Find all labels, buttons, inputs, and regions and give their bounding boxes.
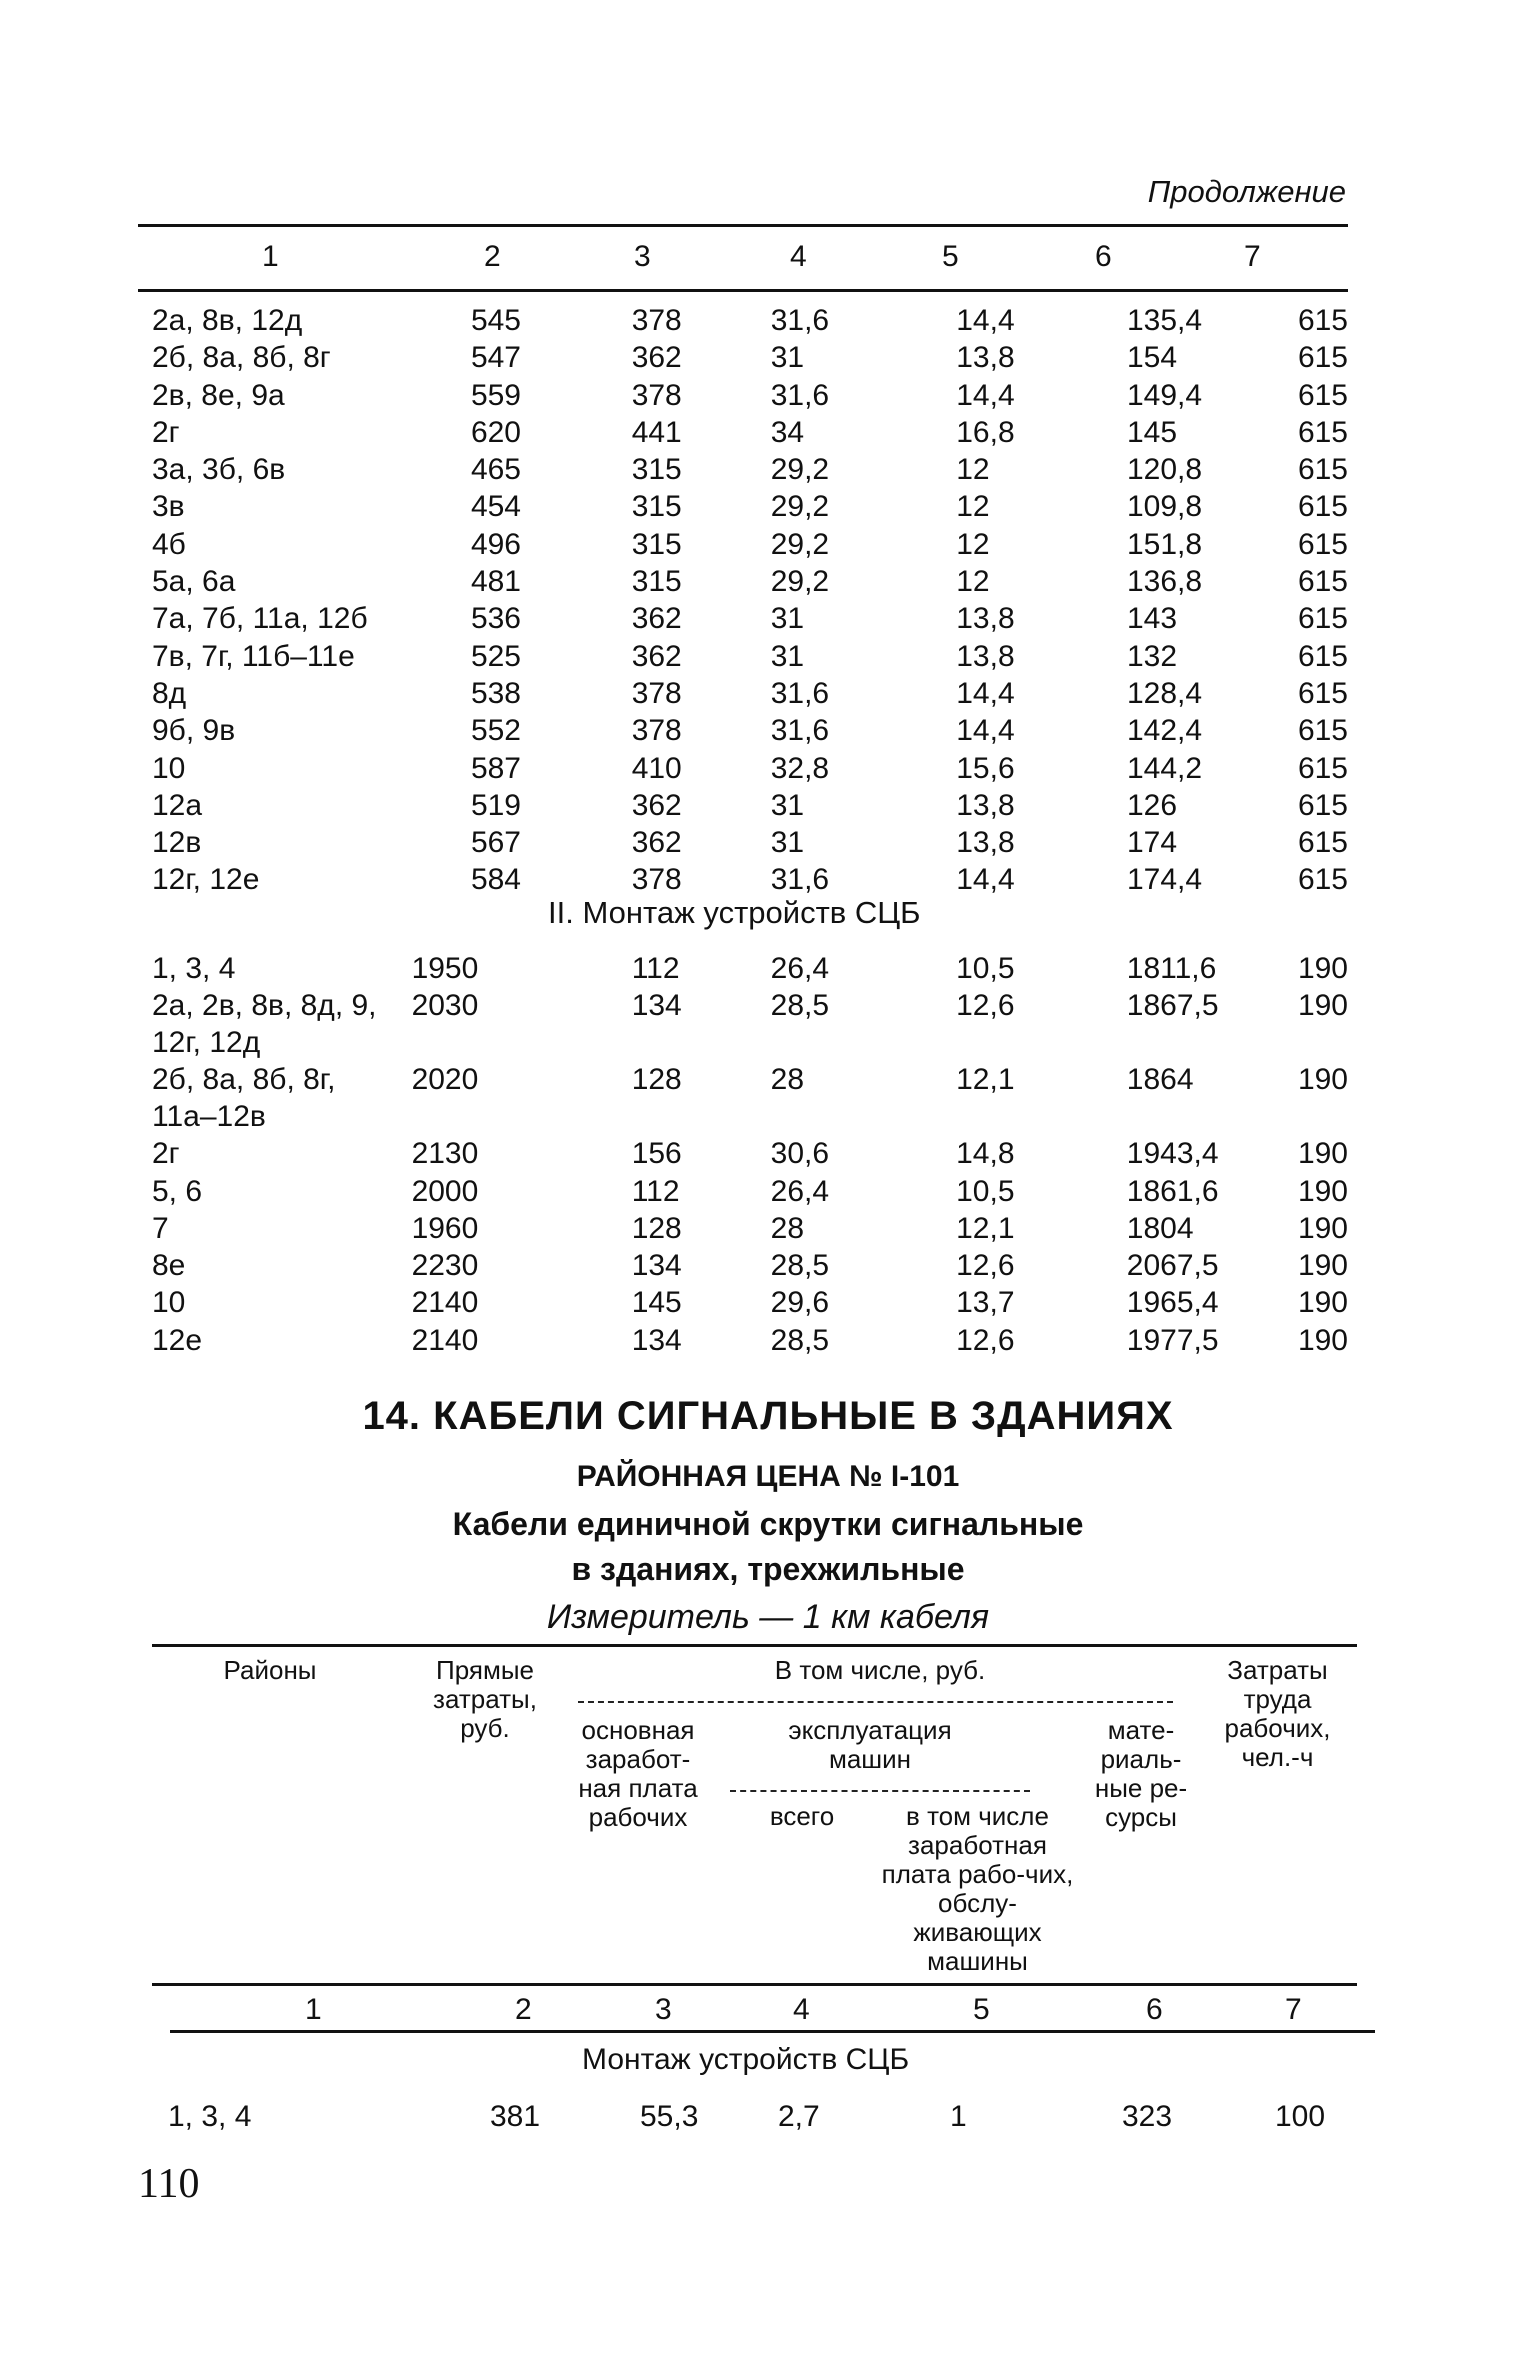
table-cell: 615 — [1297, 751, 1348, 785]
table-cell: 465 — [470, 453, 521, 487]
table-cell: 615 — [1297, 602, 1348, 636]
table-cell: 12,6 — [956, 1323, 1015, 1357]
col-num-5: 5 — [942, 240, 959, 273]
table-cell: 34 — [770, 415, 805, 449]
table-cell: 362 — [631, 639, 682, 673]
table-cell: 29,6 — [770, 1286, 830, 1320]
table-cell: 29,2 — [770, 565, 830, 599]
table2-colnum-rule — [170, 2030, 1375, 2033]
table-cell: 2230 — [411, 1249, 479, 1283]
table1-part1 — [138, 302, 1348, 899]
table-cell: 149,4 — [1126, 378, 1203, 412]
table-cell: 315 — [631, 453, 682, 487]
table-row — [138, 488, 1348, 525]
t2-col-num-2: 2 — [515, 1993, 532, 2026]
table-cell: 28 — [770, 1211, 805, 1245]
table-cell: 547 — [470, 341, 521, 375]
table-cell: 12,6 — [956, 1249, 1015, 1283]
table-cell: 7а, 7б, 11а, 12б — [152, 602, 368, 636]
hdr-labor: Затраты труда рабочих, чел.-ч — [1224, 1655, 1331, 1772]
table-cell: 14,4 — [956, 304, 1015, 337]
table-cell: 29,2 — [770, 490, 830, 524]
table-cell: 190 — [1297, 952, 1348, 985]
table-cell: 28,5 — [770, 1249, 830, 1283]
table-cell: 31 — [770, 826, 805, 860]
table-cell: 128,4 — [1126, 676, 1203, 710]
table-cell: 142,4 — [1126, 714, 1203, 748]
table-cell: 10,5 — [956, 952, 1015, 985]
subtitle-line-1: Кабели единичной скрутки сигнальные — [452, 1506, 1084, 1542]
table-row — [138, 1284, 1348, 1321]
table-cell: 31 — [770, 788, 805, 822]
hdr-incl-divider — [578, 1701, 1173, 1703]
table-cell: 12,1 — [956, 1211, 1015, 1245]
table-row — [138, 987, 1348, 1061]
table-cell: 26,4 — [770, 952, 830, 985]
hdr-regions: Районы — [223, 1655, 317, 1685]
table-cell: 134 — [631, 989, 682, 1023]
table-row — [138, 750, 1348, 787]
table-cell: 13,7 — [956, 1286, 1015, 1320]
table-cell: 7 — [152, 1211, 169, 1245]
table-cell: 1864 — [1126, 1063, 1194, 1097]
table-row — [138, 377, 1348, 414]
table-cell: 315 — [631, 490, 682, 524]
table-cell: 3а, 3б, 6в — [152, 453, 286, 487]
table-cell: 190 — [1297, 1174, 1348, 1208]
table-row — [138, 600, 1348, 637]
table-row — [138, 861, 1348, 898]
hdr-wage: основная заработ-ная плата рабочих — [578, 1715, 698, 1832]
table-cell: 190 — [1297, 989, 1348, 1023]
table-cell: 29,2 — [770, 453, 830, 487]
table-cell: 584 — [470, 863, 521, 897]
table-cell: 378 — [631, 304, 682, 337]
t2-col-num-6: 6 — [1146, 1993, 1163, 2026]
continuation-label: Продолжение — [1147, 174, 1346, 209]
table-cell: 536 — [470, 602, 521, 636]
t2-cell-6: 323 — [1122, 2100, 1173, 2133]
table-row — [138, 675, 1348, 712]
table-cell: 1, 3, 4 — [152, 952, 236, 985]
table-cell: 190 — [1297, 1286, 1348, 1320]
table-cell: 31 — [770, 639, 805, 673]
table-cell: 2020 — [411, 1063, 479, 1097]
table-row — [138, 339, 1348, 376]
section14-measure: Измеритель — 1 км кабеля — [546, 1598, 990, 1636]
table-cell: 3в — [152, 490, 185, 524]
table-cell: 190 — [1297, 1137, 1348, 1171]
table-cell: 15,6 — [956, 751, 1015, 785]
table-cell: 31,6 — [770, 304, 830, 337]
t2-cell-1: 1, 3, 4 — [168, 2100, 252, 2133]
table-row — [138, 1061, 1348, 1135]
table-cell: 615 — [1297, 639, 1348, 673]
table-cell: 31,6 — [770, 676, 830, 710]
table-cell: 519 — [470, 788, 521, 822]
table-cell: 13,8 — [956, 826, 1015, 860]
table-cell: 315 — [631, 565, 682, 599]
table-cell: 5, 6 — [152, 1174, 203, 1208]
table-cell: 190 — [1297, 1063, 1348, 1097]
table-cell: 1943,4 — [1126, 1137, 1219, 1171]
table-row — [138, 414, 1348, 451]
table-cell: 136,8 — [1126, 565, 1203, 599]
table-row — [138, 824, 1348, 861]
table-cell: 2б, 8а, 8б, 8г — [152, 341, 331, 375]
table-cell: 29,2 — [770, 527, 830, 561]
table-cell: 559 — [470, 378, 521, 412]
table-cell: 2в, 8е, 9а — [152, 378, 285, 412]
table-cell: 190 — [1297, 1323, 1348, 1357]
table-row — [138, 1322, 1348, 1359]
table-cell: 2а, 8в, 12д — [152, 304, 303, 337]
table-row — [138, 526, 1348, 563]
table1-header-rule — [138, 289, 1348, 292]
table-cell: 28,5 — [770, 1323, 830, 1357]
table-cell: 13,8 — [956, 639, 1015, 673]
table-cell: 615 — [1297, 378, 1348, 412]
table-cell: 31,6 — [770, 378, 830, 412]
table-cell: 538 — [470, 676, 521, 710]
table-cell: 378 — [631, 378, 682, 412]
table-row — [138, 950, 1348, 987]
table-cell: 2030 — [411, 989, 479, 1023]
table-cell: 615 — [1297, 341, 1348, 375]
table-row — [138, 1173, 1348, 1210]
table-cell: 615 — [1297, 565, 1348, 599]
t2-cell-2: 381 — [490, 2100, 541, 2133]
subtitle-line-2: в зданиях, трехжильные — [571, 1551, 965, 1587]
table-cell: 615 — [1297, 826, 1348, 860]
table-cell: 12 — [956, 453, 990, 487]
table-row — [138, 638, 1348, 675]
table-row — [138, 787, 1348, 824]
table-cell: 7в, 7г, 11б–11е — [152, 639, 355, 673]
col-num-2: 2 — [484, 240, 501, 273]
table-cell: 31,6 — [770, 863, 830, 897]
table-cell: 154 — [1126, 341, 1178, 375]
table-cell: 12,1 — [956, 1063, 1015, 1097]
table-cell: 615 — [1297, 714, 1348, 748]
col-num-4: 4 — [790, 240, 807, 273]
table-cell: 16,8 — [956, 415, 1015, 449]
table-cell: 2г — [152, 415, 180, 449]
table-cell: 441 — [631, 415, 682, 449]
table-cell: 12в — [152, 826, 202, 860]
t2-col-num-5: 5 — [973, 1993, 990, 2026]
table-cell: 12г, 12е — [152, 863, 260, 897]
hdr-incl: В том числе, руб. — [774, 1655, 986, 1685]
table1-part2 — [138, 950, 1348, 1359]
table-cell: 1811,6 — [1126, 952, 1217, 985]
table2-top-rule — [152, 1644, 1357, 1647]
table-cell: 14,4 — [956, 863, 1015, 897]
table-cell: 615 — [1297, 304, 1348, 337]
section14-subtitle — [0, 1502, 1536, 1592]
table-cell: 12 — [956, 565, 990, 599]
table-cell: 1960 — [411, 1211, 479, 1245]
table-cell: 190 — [1297, 1249, 1348, 1283]
table-cell: 362 — [631, 602, 682, 636]
table-cell: 132 — [1126, 639, 1178, 673]
section14-price: РАЙОННАЯ ЦЕНА № I-101 — [576, 1460, 960, 1493]
table-cell: 174,4 — [1126, 863, 1203, 897]
section14-title: 14. КАБЕЛИ СИГНАЛЬНЫЕ В ЗДАНИЯХ — [362, 1394, 1174, 1438]
hdr-incl-wage: в том числе заработная плата рабо-чих, обслу-живающих машины — [881, 1801, 1074, 1976]
table-cell: 2130 — [411, 1137, 479, 1171]
table-row — [138, 1135, 1348, 1172]
table-cell: 109,8 — [1126, 490, 1203, 524]
table-cell: 14,8 — [956, 1137, 1015, 1171]
table-cell: 2а, 2в, 8в, 8д, 9, 12г, 12д — [152, 989, 377, 1060]
table-cell: 2г — [152, 1137, 180, 1171]
t2-cell-3: 55,3 — [640, 2100, 699, 2133]
table-cell: 1861,6 — [1126, 1174, 1219, 1208]
table-row — [138, 451, 1348, 488]
table-cell: 144,2 — [1126, 751, 1203, 785]
table-row — [138, 1210, 1348, 1247]
table-cell: 14,4 — [956, 378, 1015, 412]
table-cell: 620 — [470, 415, 521, 449]
table-cell: 112 — [631, 1174, 680, 1208]
table-cell: 120,8 — [1126, 453, 1203, 487]
table-row — [138, 302, 1348, 339]
t2-col-num-1: 1 — [305, 1993, 322, 2026]
table-cell: 525 — [470, 639, 521, 673]
table-cell: 28,5 — [770, 989, 830, 1023]
hdr-total: всего — [769, 1801, 835, 1831]
table-cell: 2б, 8а, 8б, 8г, 11а–12в — [152, 1063, 336, 1134]
table-cell: 378 — [631, 863, 682, 897]
table2-section-title: Монтаж устройств СЦБ — [582, 2043, 910, 2076]
table-cell: 4б — [152, 527, 186, 561]
table2-header-rule — [152, 1983, 1357, 1986]
table-cell: 134 — [631, 1249, 682, 1283]
table-cell: 362 — [631, 341, 682, 375]
hdr-machines: эксплуатация машин — [788, 1715, 952, 1774]
table-cell: 128 — [631, 1063, 682, 1097]
table-cell: 31,6 — [770, 714, 830, 748]
table-cell: 567 — [470, 826, 521, 860]
table-cell: 8д — [152, 676, 187, 710]
table-cell: 32,8 — [770, 751, 830, 785]
t2-cell-7: 100 — [1275, 2100, 1326, 2133]
table-cell: 10 — [152, 1286, 186, 1320]
table-cell: 26,4 — [770, 1174, 830, 1208]
page-number: 110 — [138, 2161, 200, 2207]
table-cell: 13,8 — [956, 602, 1015, 636]
table-cell: 12е — [152, 1323, 203, 1357]
table-cell: 13,8 — [956, 341, 1015, 375]
table-cell: 13,8 — [956, 788, 1015, 822]
table-cell: 156 — [631, 1137, 682, 1171]
table-cell: 190 — [1297, 1211, 1348, 1245]
table-cell: 378 — [631, 676, 682, 710]
table-cell: 378 — [631, 714, 682, 748]
table-cell: 134 — [631, 1323, 682, 1357]
table-cell: 2140 — [411, 1286, 479, 1320]
table-cell: 31 — [770, 602, 805, 636]
table-cell: 552 — [470, 714, 521, 748]
table-cell: 128 — [631, 1211, 682, 1245]
col-num-3: 3 — [634, 240, 651, 273]
table-cell: 362 — [631, 826, 682, 860]
table-cell: 1950 — [411, 952, 479, 985]
table-cell: 2000 — [411, 1174, 479, 1208]
table-row — [138, 1247, 1348, 1284]
table-cell: 10,5 — [956, 1174, 1015, 1208]
table-cell: 315 — [631, 527, 682, 561]
t2-col-num-4: 4 — [793, 1993, 810, 2026]
table-cell: 9б, 9в — [152, 714, 236, 748]
table-cell: 10 — [152, 751, 186, 785]
table-cell: 481 — [470, 565, 521, 599]
table-cell: 151,8 — [1126, 527, 1203, 561]
table-cell: 615 — [1297, 490, 1348, 524]
table-cell: 496 — [470, 527, 521, 561]
table-cell: 1965,4 — [1126, 1286, 1219, 1320]
hdr-materials: мате-риаль-ные ре-сурсы — [1094, 1715, 1188, 1832]
table-cell: 28 — [770, 1063, 805, 1097]
table-cell: 615 — [1297, 527, 1348, 561]
table-row — [138, 563, 1348, 600]
table-cell: 615 — [1297, 415, 1348, 449]
table-cell: 8е — [152, 1249, 186, 1283]
table-cell: 12,6 — [956, 989, 1015, 1023]
table-cell: 12 — [956, 527, 990, 561]
t2-cell-4: 2,7 — [778, 2100, 820, 2133]
table-cell: 126 — [1126, 788, 1178, 822]
table-cell: 2067,5 — [1126, 1249, 1219, 1283]
table-cell: 31 — [770, 341, 805, 375]
table-cell: 30,6 — [770, 1137, 830, 1171]
table-cell: 12а — [152, 788, 203, 822]
table-cell: 1804 — [1126, 1211, 1194, 1245]
table-cell: 112 — [631, 952, 680, 985]
table1-section2-title: II. Монтаж устройств СЦБ — [548, 895, 921, 930]
table-cell: 145 — [1126, 415, 1178, 449]
table-row — [138, 712, 1348, 749]
table-cell: 615 — [1297, 788, 1348, 822]
table-cell: 143 — [1126, 602, 1178, 636]
table-cell: 410 — [631, 751, 682, 785]
t2-cell-5: 1 — [950, 2100, 967, 2133]
table-cell: 2140 — [411, 1323, 479, 1357]
col-num-1: 1 — [262, 240, 279, 273]
table-cell: 615 — [1297, 453, 1348, 487]
table-cell: 587 — [470, 751, 521, 785]
table-cell: 135,4 — [1126, 304, 1203, 337]
table-cell: 174 — [1126, 826, 1178, 860]
table-cell: 545 — [470, 304, 521, 337]
table-cell: 454 — [470, 490, 521, 524]
table-cell: 362 — [631, 788, 682, 822]
hdr-direct: Прямые затраты, руб. — [433, 1655, 537, 1743]
table-cell: 1977,5 — [1126, 1323, 1219, 1357]
table-cell: 14,4 — [956, 714, 1015, 748]
table-cell: 615 — [1297, 676, 1348, 710]
table-cell: 1867,5 — [1126, 989, 1219, 1023]
table-cell: 5а, 6а — [152, 565, 236, 599]
col-num-7: 7 — [1244, 240, 1261, 273]
table1-top-rule — [138, 224, 1348, 227]
table-cell: 12 — [956, 490, 990, 524]
table-cell: 145 — [631, 1286, 682, 1320]
table-cell: 615 — [1297, 863, 1348, 897]
hdr-machines-divider — [730, 1790, 1030, 1792]
table-cell: 14,4 — [956, 676, 1015, 710]
t2-col-num-7: 7 — [1285, 1993, 1302, 2026]
t2-col-num-3: 3 — [655, 1993, 672, 2026]
col-num-6: 6 — [1095, 240, 1112, 273]
